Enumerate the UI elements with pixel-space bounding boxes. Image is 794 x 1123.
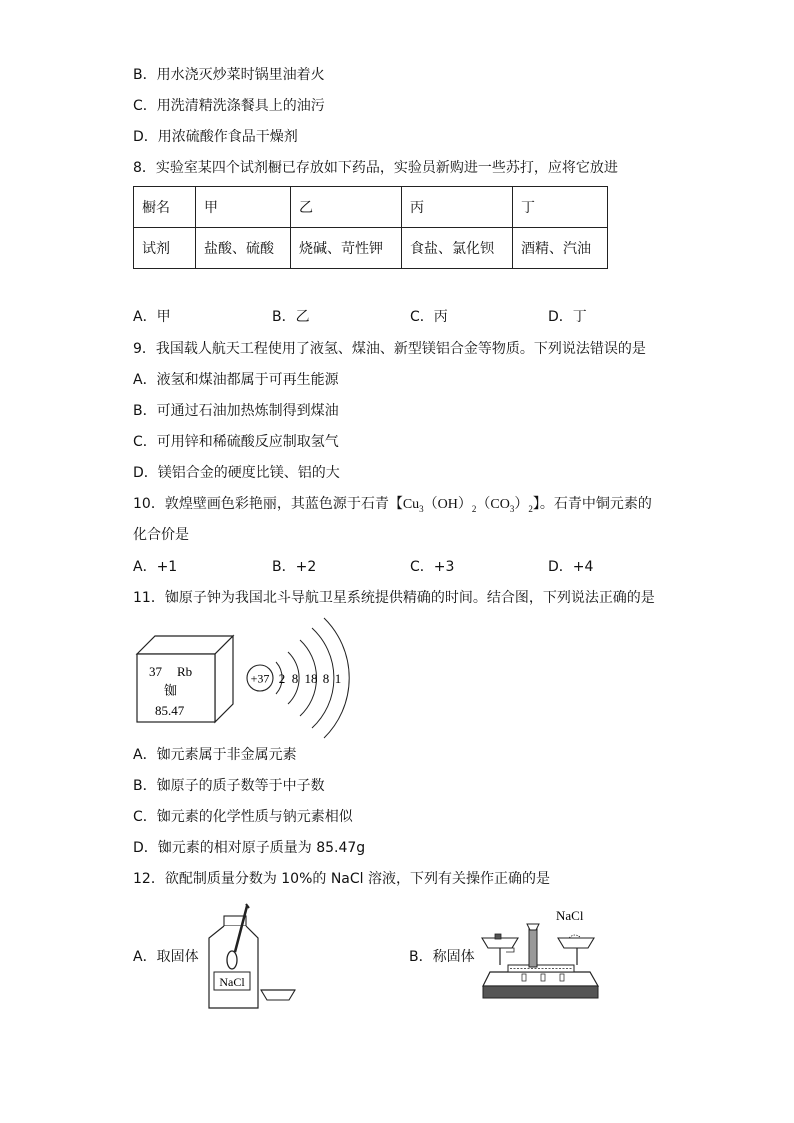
q10-option-d: D．+4 (548, 559, 594, 575)
bottle-label: NaCl (219, 975, 245, 989)
cabinet-table (133, 186, 608, 269)
formula-part: ） (514, 497, 529, 512)
table-cell: 丙 (402, 187, 513, 228)
chemical-formula (403, 497, 533, 512)
q11-option-a: A．铷元素属于非金属元素 (133, 747, 297, 763)
shell-electrons: 1 (334, 671, 342, 686)
q11-stem: 11．铷原子钟为我国北斗导航卫星系统提供精确的时间。结合图，下列说法正确的是 (133, 590, 655, 606)
element-cube-figure (135, 632, 235, 727)
q7-option-c (133, 96, 325, 116)
formula-part: Cu (402, 497, 420, 512)
q9-option-a: A．液氢和煤油都属于可再生能源 (133, 372, 339, 388)
balance-label: NaCl (556, 908, 584, 923)
atomic-number: 37 (149, 664, 162, 679)
q7-option-b (133, 65, 325, 85)
q10-stem (133, 494, 652, 519)
q9-option-b: B．可通过石油加热炼制得到煤油 (133, 403, 339, 419)
formula-subscript: 3 (509, 503, 515, 514)
q10-option-a: A．+1 (133, 559, 178, 575)
reagent-bottle-spoon-figure (200, 900, 305, 1015)
element-symbol: Rb (177, 664, 193, 679)
q8-option-b: B．乙 (272, 309, 310, 325)
q11-option-d: D．铷元素的相对原子质量为 85.47g (133, 840, 366, 856)
q10-option-c: C．+3 (410, 559, 455, 575)
q11-option-c: C．铷元素的化学性质与钠元素相似 (133, 809, 353, 825)
option-label: B． (133, 67, 157, 83)
formula-subscript: 2 (471, 503, 477, 514)
q7-option-d (133, 127, 298, 147)
table-cell: 甲 (196, 187, 291, 228)
table-cell: 乙 (291, 187, 402, 228)
balance-figure (478, 904, 603, 1004)
formula-part: （CO (476, 497, 510, 512)
table-row (134, 187, 608, 228)
q12-option-b: B．称固体 (409, 949, 475, 965)
q9-option-d: D．镁铝合金的硬度比镁、铝的大 (133, 465, 340, 481)
formula-part: （OH） (423, 497, 472, 512)
q9-stem: 9．我国载人航天工程使用了液氢、煤油、新型镁铝合金等物质。下列说法错误的是 (133, 341, 646, 357)
table-cell: 试剂 (134, 228, 196, 269)
shell-electrons: 8 (322, 671, 330, 686)
element-name: 铷 (164, 684, 178, 699)
shell-electrons: 2 (278, 671, 286, 686)
table-cell: 丁 (513, 187, 608, 228)
formula-subscript: 3 (419, 503, 424, 514)
option-text: 用洗清精洗涤餐具上的油污 (156, 98, 325, 114)
option-text: 用浓硫酸作食品干燥剂 (157, 129, 298, 145)
option-label: D． (133, 129, 158, 145)
atomic-mass: 85.47 (155, 703, 185, 718)
q11-option-b: B．铷原子的质子数等于中子数 (133, 778, 325, 794)
stem-text: 】。石青中铜元素的 (532, 496, 652, 512)
q10-stem-line2: 化合价是 (133, 527, 189, 543)
table-cell: 烧碱、苛性钾 (291, 228, 402, 269)
q8-option-c: C．丙 (410, 309, 448, 325)
shell-electrons: 8 (291, 671, 299, 686)
formula-subscript: 2 (528, 503, 533, 514)
table-cell: 酒精、汽油 (513, 228, 608, 269)
option-label: C． (133, 98, 157, 114)
evaporating-dish-icon (261, 990, 295, 1000)
option-text: 用水浇灭炒菜时锅里油着火 (156, 67, 325, 83)
q12-stem: 12．欲配制质量分数为 10%的 NaCl 溶液，下列有关操作正确的是 (133, 871, 550, 887)
nucleus-charge: +37 (250, 671, 270, 686)
q8-option-a: A．甲 (133, 309, 171, 325)
table-cell: 橱名 (134, 187, 196, 228)
shell-electrons: 18 (304, 671, 318, 686)
table-row (134, 228, 608, 269)
q8-option-d: D．丁 (548, 309, 587, 325)
table-cell: 食盐、氯化钡 (402, 228, 513, 269)
table-cell: 盐酸、硫酸 (196, 228, 291, 269)
stem-text: 10．敦煌壁画色彩艳丽，其蓝色源于石青【 (133, 496, 403, 512)
q9-option-c: C．可用锌和稀硫酸反应制取氢气 (133, 434, 339, 450)
q8-stem: 8．实验室某四个试剂橱已存放如下药品，实验员新购进一些苏打，应将它放进 (133, 160, 618, 176)
q12-option-a: A．取固体 (133, 949, 199, 965)
q10-option-b: B．+2 (272, 559, 317, 575)
atom-structure-diagram (243, 612, 353, 742)
